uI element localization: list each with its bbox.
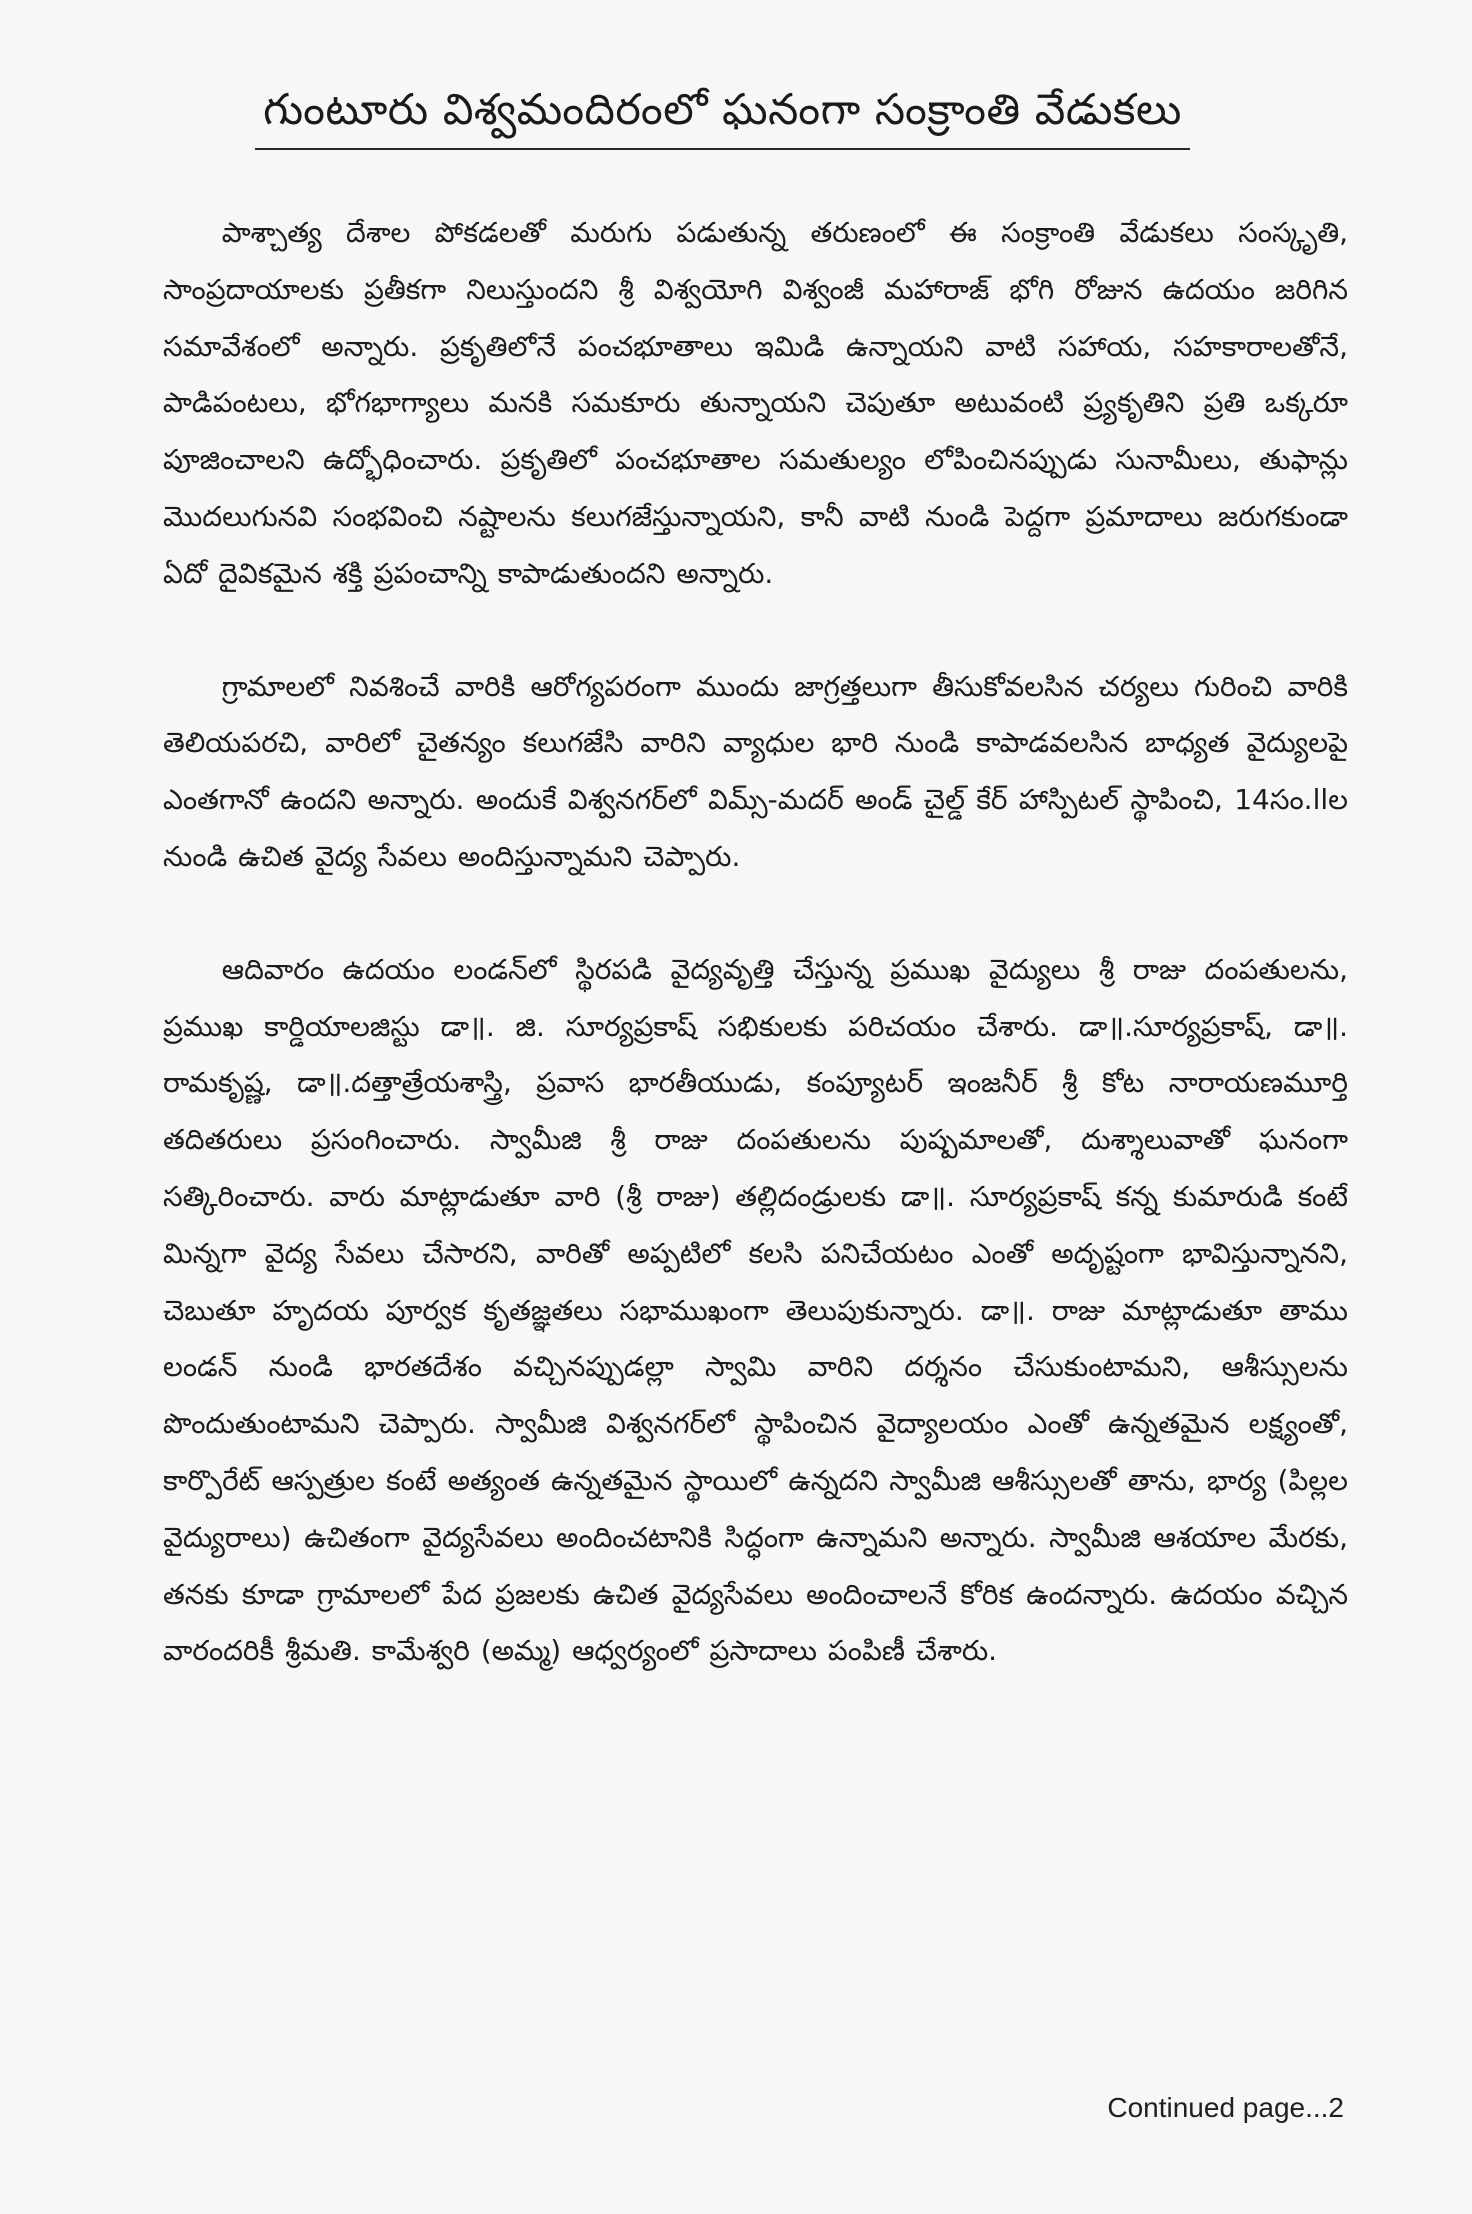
title-underline (255, 148, 1190, 150)
article-title: గుంటూరు విశ్వమందిరంలో ఘనంగా సంక్రాంతి వేడుకలు (263, 85, 1182, 135)
continued-page-note: Continued page...2 (1107, 2092, 1344, 2123)
title-block (255, 78, 1190, 150)
article-body (163, 205, 1348, 1680)
paragraph-3: ఆదివారం ఉదయం లండన్‌లో స్థిరపడి వైద్యవృత్తి చేస్తున్న ప్రముఖ వైద్యులు శ్రీ రాజు దంపతులను, ప్రముఖ కార్డియాలజిస్టు డా॥. జి. సూర్యప్రకాష్ సభికులకు పరిచయం చేశారు. డా॥.సూర్యప్రకాష్, డా॥. రామకృష్ణ, డా॥.దత్తాత్రేయశాస్త్రి, ప్రవాస భారతీయుడు, కంప్యూటర్ ఇంజనీర్ శ్రీ కోట నారాయణమూర్తి తదితరులు ప్రసంగించారు. స్వామీజి శ్రీ రాజు దంపతులను పుష్పమాలతో, దుశ్శాలువాతో ఘనంగా సత్కిరించారు. వారు మాట్లాడుతూ వారి (శ్రీ రాజు) తల్లిదండ్రులకు డా॥. సూర్యప్రకాష్ కన్న కుమారుడి కంటే మిన్నగా వైద్య సేవలు చేసారని, వారితో అప్పటిలో కలసి పనిచేయటం ఎంతో అదృష్టంగా భావిస్తున్నానని, చెబుతూ హృదయ పూర్వక కృతజ్ఞతలు సభాముఖంగా తెలుపుకున్నారు. డా॥. రాజు మాట్లాడుతూ తాము లండన్ నుండి భారతదేశం వచ్చినప్పుడల్లా స్వామి వారిని దర్శనం చేసుకుంటామని, ఆశీస్సులను పొందుతుంటామని చెప్పారు. స్వామీజి విశ్వనగర్‌లో స్థాపించిన వైద్యాలయం ఎంతో ఉన్నతమైన లక్ష్యంతో, కార్పొరేట్ ఆస్పత్రుల కంటే అత్యంత ఉన్నతమైన స్థాయిలో ఉన్నదని స్వామీజి ఆశీస్సులతో తాను, భార్య (పిల్లల వైద్యురాలు) ఉచితంగా వైద్యసేవలు అందించటానికి సిద్ధంగా ఉన్నామని అన్నారు. స్వామీజి ఆశయాల మేరకు, తనకు కూడా గ్రామాలలో పేద ప్రజలకు ఉచిత వైద్యసేవలు అందించాలనే కోరిక ఉందన్నారు. ఉదయం వచ్చిన వారందరికీ శ్రీమతి. కామేశ్వరి (అమ్మ) ఆధ్వర్యంలో ప్రసాదాలు పంపిణీ చేశారు. (163, 952, 1348, 1668)
paragraph-1: పాశ్చాత్య దేశాల పోకడలతో మరుగు పడుతున్న తరుణంలో ఈ సంక్రాంతి వేడుకలు సంస్కృతి, సాంప్రదాయాలకు ప్రతీకగా నిలుస్తుందని శ్రీ విశ్వయోగి విశ్వంజీ మహారాజ్ భోగి రోజున ఉదయం జరిగిన సమావేశంలో అన్నారు. ప్రకృతిలోనే పంచభూతాలు ఇమిడి ఉన్నాయని వాటి సహాయ, సహకారాలతోనే, పాడిపంటలు, భోగభాగ్యాలు మనకి సమకూరు తున్నాయని చెపుతూ అటువంటి ప్ర్యకృతిని ప్రతి ఒక్కరూ పూజించాలని ఉద్భోధించారు. ప్రకృతిలో పంచభూతాల సమతుల్యం లోపించినప్పుడు సునామీలు, తుఫాన్లు మొదలుగునవి సంభవించి నష్టాలను కలుగజేస్తున్నాయని, కానీ వాటి నుండి పెద్దగా ప్రమాదాలు జరుగకుండా ఏదో దైవికమైన శక్తి ప్రపంచాన్ని కాపాడుతుందని అన్నారు. (163, 216, 1348, 590)
paragraph-2: గ్రామాలలో నివశించే వారికి ఆరోగ్యపరంగా ముందు జాగ్రత్తలుగా తీసుకోవలసిన చర్యలు గురించి వారికి తెలియపరచి, వారిలో చైతన్యం కలుగజేసి వారిని వ్యాధుల భారి నుండి కాపాడవలసిన బాధ్యత వైద్యులపై ఎంతగానో ఉందని అన్నారు. అందుకే విశ్వనగర్‌లో విమ్స్-మదర్ అండ్ చైల్డ్ కేర్ హాస్పిటల్ స్థాపించి, 14సం.llల నుండి ఉచిత వైద్య సేవలు అందిస్తున్నామని చెప్పారు. (163, 669, 1348, 873)
